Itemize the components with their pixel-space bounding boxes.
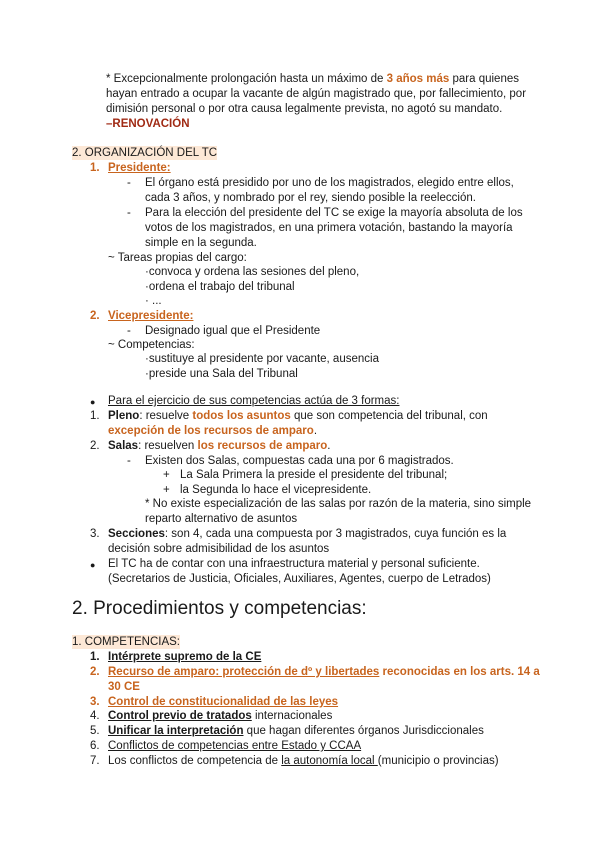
comp-item-5: Unificar la interpretación que hagan diferentes órganos Jurisdiccionales [108, 725, 484, 737]
comp-number: 2. [90, 666, 100, 678]
comp-number: 6. [90, 740, 100, 752]
presidente-bullet-1a: El órgano está presidido por uno de los magistrados, elegido entre ellos, [145, 177, 514, 189]
formas-intro: Para el ejercicio de sus competencias actúa de 3 formas: [108, 395, 400, 407]
infra-line-1: El TC ha de contar con una infraestructura material y personal suficiente. [108, 558, 480, 570]
procedimientos-heading: 2. Procedimientos y competencias: [72, 598, 367, 619]
comp-item-1: Intérprete supremo de la CE [108, 651, 262, 663]
comp-item-6: Conflictos de competencias entre Estado y CCAA [108, 740, 362, 752]
competencias-label: ~ Competencias: [108, 339, 195, 351]
renovacion-label: –RENOVACIÓN [106, 118, 190, 130]
presidente-number: 1. [90, 162, 100, 174]
salas-plus-2: la Segunda lo hace el vicepresidente. [180, 484, 372, 496]
intro-line-1: * Excepcionalmente prolongación hasta un máximo de 3 años más para quienes [106, 73, 519, 85]
presidente-bullet-1b: cada 3 años, y nombrado por el rey, siendo posible la reelección. [145, 192, 476, 204]
plus-marker: + [163, 484, 170, 496]
secciones-line-1: Secciones: son 4, cada una compuesta por 3 magistrados, cuya función es la [108, 528, 507, 540]
vicepresidente-bullet-1: Designado igual que el Presidente [145, 325, 321, 337]
comp-item-2-cont: 30 CE [108, 681, 140, 693]
pleno-line-2: excepción de los recursos de amparo. [108, 425, 318, 437]
comp-number: 3. [90, 696, 100, 708]
dash-marker: - [127, 177, 131, 189]
competencias-heading: 1. COMPETENCIAS: [72, 636, 180, 648]
intro-line-3: dimisión personal o por otra causa legalmente prevista, no agotó su mandato. [106, 103, 503, 115]
tarea-3: · ... [145, 295, 162, 307]
bullet-dot: ● [90, 397, 96, 407]
org-heading: 2. ORGANIZACIÓN DEL TC [72, 147, 218, 159]
vicepresidente-title: Vicepresidente: [108, 310, 194, 322]
vicepresidente-number: 2. [90, 310, 100, 322]
comp-item-2: Recurso de amparo: protección de dº y libertades reconocidas en los arts. 14 a [108, 666, 540, 678]
dash-marker: - [127, 207, 131, 219]
dash-marker: - [127, 455, 131, 467]
comp-item-4: Control previo de tratados internacionales [108, 710, 333, 722]
salas-line-1: Salas: resuelven los recursos de amparo. [108, 440, 331, 452]
pleno-number: 1. [90, 410, 100, 422]
tareas-label: ~ Tareas propias del cargo: [108, 252, 247, 264]
dash-marker: - [127, 325, 131, 337]
presidente-bullet-2a: Para la elección del presidente del TC se exige la mayoría absoluta de los [145, 207, 523, 219]
comp-item-3: Control de constitucionalidad de las leyes [108, 696, 339, 708]
salas-number: 2. [90, 440, 100, 452]
intro-line-2: hayan entrado a ocupar la vacante de algún magistrado que, por fallecimiento, por [106, 88, 527, 100]
comp-number: 5. [90, 725, 100, 737]
salas-bullet-1: Existen dos Salas, compuestas cada una por 6 magistrados. [145, 455, 454, 467]
presidente-title: Presidente: [108, 162, 171, 174]
competencia-1: ·sustituye al presidente por vacante, ausencia [145, 353, 379, 365]
salas-note-1: * No existe especialización de las salas por razón de la materia, sino simple [145, 498, 532, 510]
secciones-number: 3. [90, 528, 100, 540]
plus-marker: + [163, 469, 170, 481]
salas-note-2: reparto alternativo de asuntos [145, 513, 298, 525]
secciones-line-2: decisión sobre admisibilidad de los asuntos [108, 543, 330, 555]
highlight-3-anos: 3 años más [386, 73, 450, 85]
competencia-2: ·preside una Sala del Tribunal [145, 368, 298, 380]
comp-number: 4. [90, 710, 100, 722]
comp-item-7: Los conflictos de competencia de la autonomía local (municipio o provincias) [108, 755, 499, 767]
comp-number: 7. [90, 755, 100, 767]
salas-plus-1: La Sala Primera la preside el presidente del tribunal; [180, 469, 448, 481]
comp-number: 1. [90, 651, 100, 663]
bullet-dot: ● [90, 560, 96, 570]
tarea-2: ·ordena el trabajo del tribunal [145, 281, 295, 293]
pleno-line-1: Pleno: resuelve todos los asuntos que son competencia del tribunal, con [108, 410, 488, 422]
infra-line-2: (Secretarios de Justicia, Oficiales, Auxiliares, Agentes, cuerpo de Letrados) [108, 573, 491, 585]
presidente-bullet-2c: simple en la segunda. [145, 237, 257, 249]
presidente-bullet-2b: votos de los magistrados, en una primera votación, bastando la mayoría [145, 222, 513, 234]
tarea-1: ·convoca y ordena las sesiones del pleno, [145, 266, 360, 278]
